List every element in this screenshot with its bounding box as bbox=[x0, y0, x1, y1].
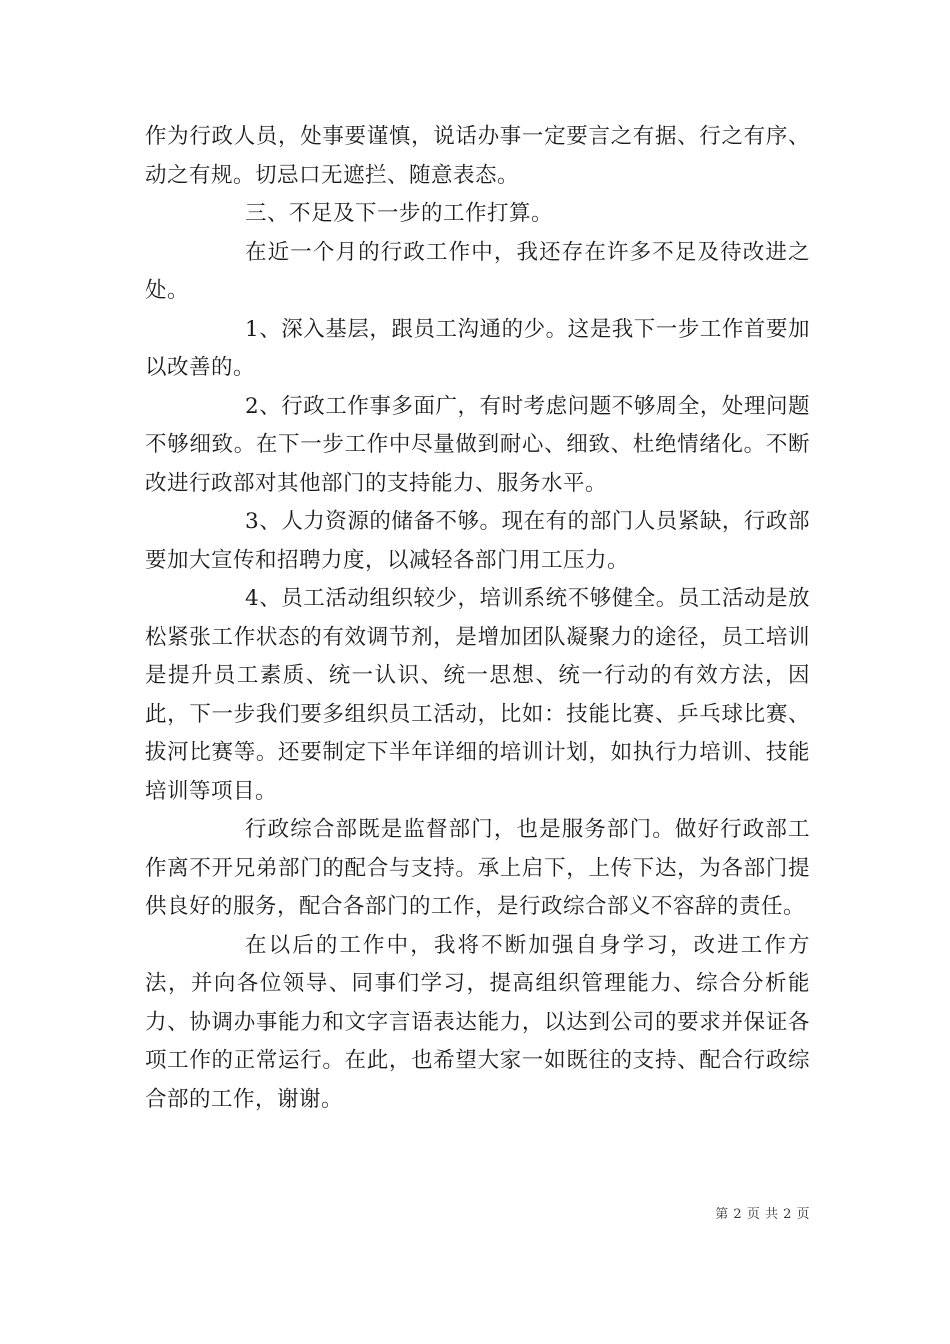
document-body bbox=[145, 118, 810, 1119]
paragraph-closing: 在以后的工作中，我将不断加强自身学习，改进工作方法，并向各位领导、同事们学习，提高组织管理能力、综合分析能力、协调办事能力和文字言语表达能力，以达到公司的要求并保证各项工作的正常运行。在此，也希望大家一如既往的支持、配合行政综合部的工作，谢谢。 bbox=[145, 932, 810, 1112]
list-item-2: 2、行政工作事多面广，有时考虑问题不够周全，处理问题不够细致。在下一步工作中尽量做到耐心、细致、杜绝情绪化。不断改进行政部对其他部门的支持能力、服务水平。 bbox=[145, 393, 810, 496]
list-item-4: 4、员工活动组织较少，培训系统不够健全。员工活动是放松紧张工作状态的有效调节剂，是增加团队凝聚力的途径，员工培训是提升员工素质、统一认识、统一思想、统一行动的有效方法，因此，下一步我们要多组织员工活动，比如：技能比赛、乒乓球比赛、拔河比赛等。还要制定下半年详细的培训计划，如执行力培训、技能培训等项目。 bbox=[145, 586, 810, 804]
paragraph-department-role: 行政综合部既是监督部门，也是服务部门。做好行政部工作离不开兄弟部门的配合与支持。承上启下，上传下达，为各部门提供良好的服务，配合各部门的工作，是行政综合部义不容辞的责任。 bbox=[145, 817, 810, 919]
page-number-footer: 第 2 页 共 2 页 bbox=[715, 1207, 810, 1222]
paragraph-continuation: 作为行政人员，处事要谨慎，说话办事一定要言之有据、行之有序、动之有规。切忌口无遮拦、随意表态。 bbox=[145, 124, 810, 188]
list-item-3: 3、人力资源的储备不够。现在有的部门人员紧缺，行政部要加大宣传和招聘力度，以减轻各部门用工压力。 bbox=[145, 509, 810, 573]
section-heading-shortcomings: 三、不足及下一步的工作打算。 bbox=[245, 201, 554, 226]
paragraph-intro: 在近一个月的行政工作中，我还存在许多不足及待改进之处。 bbox=[145, 239, 810, 303]
list-item-1: 1、深入基层，跟员工沟通的少。这是我下一步工作首要加以改善的。 bbox=[145, 316, 810, 380]
